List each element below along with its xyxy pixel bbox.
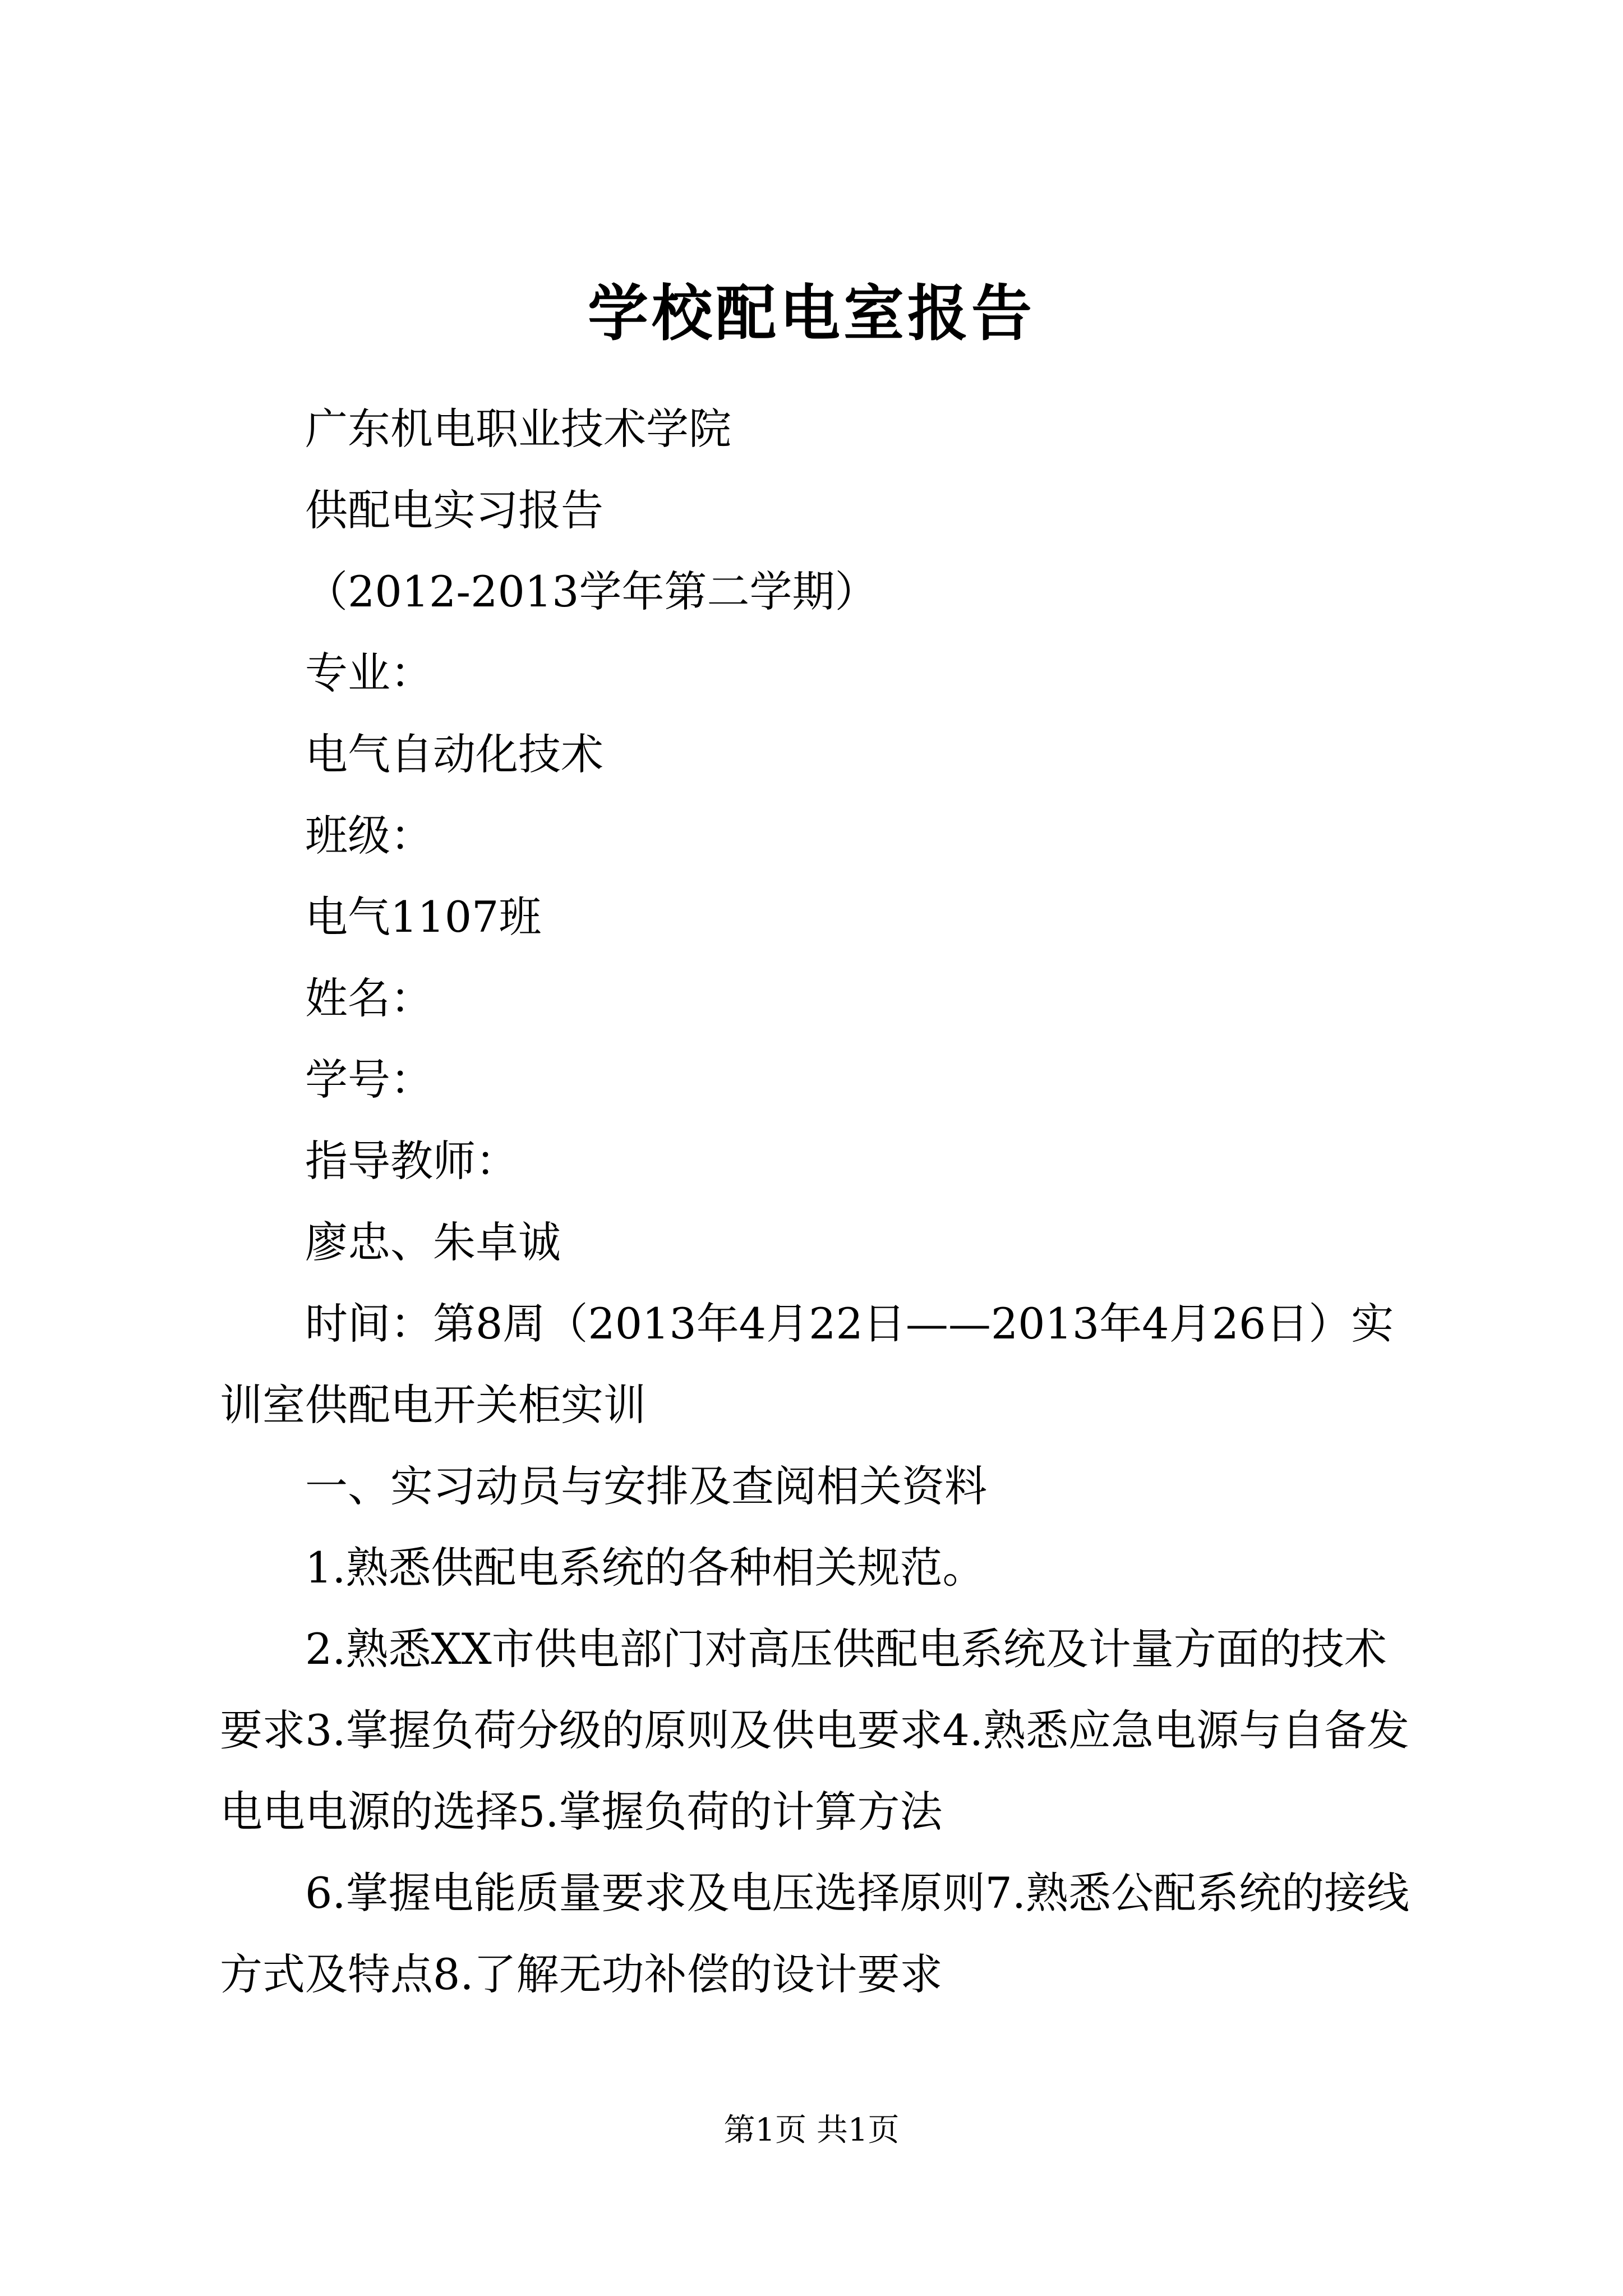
paragraph-semester: （2012-2013学年第二学期） <box>305 567 878 616</box>
paragraph-items-6-8: 6.掌握电能质量要求及电压选择原则7.熟悉公配系统的接线方式及特点8.了解无功补偿的设计要求 <box>220 1868 1410 1999</box>
paragraph-name-label: 姓名： <box>305 973 433 1023</box>
document-title: 学校配电室报告 <box>587 278 1035 349</box>
paragraph-student-id-label: 学号： <box>305 1055 433 1105</box>
paragraph-class-value: 电气1107班 <box>305 892 542 942</box>
paragraph-class-label: 班级： <box>305 811 433 861</box>
document-body <box>220 388 1420 2015</box>
paragraph-items-2-5: 2.熟悉XX市供电部门对高压供配电系统及计量方面的技术要求3.掌握负荷分级的原则及供电要求4.熟悉应急电源与自备发电电电源的选择5.掌握负荷的计算方法 <box>220 1624 1410 1837</box>
paragraph-major-value: 电气自动化技术 <box>305 729 603 779</box>
page-footer: 第1页 共1页 <box>723 2112 900 2148</box>
paragraph-section-heading: 一、实习动员与安排及查阅相关资料 <box>305 1461 987 1511</box>
paragraph-report-name: 供配电实习报告 <box>305 485 603 535</box>
paragraph-time: 时间：第8周（2013年4月22日——2013年4月26日）实训室供配电开关柜实训 <box>220 1299 1394 1430</box>
paragraph-instructor-label: 指导教师： <box>305 1136 518 1186</box>
paragraph-institution: 广东机电职业技术学院 <box>305 404 731 454</box>
paragraph-instructor-value: 廖忠、朱卓诚 <box>305 1217 561 1267</box>
paragraph-item-1: 1.熟悉供配电系统的各种相关规范。 <box>305 1543 985 1593</box>
paragraph-major-label: 专业： <box>305 648 433 698</box>
